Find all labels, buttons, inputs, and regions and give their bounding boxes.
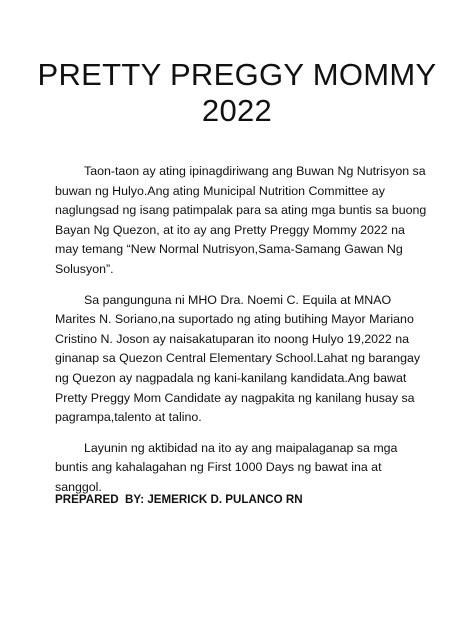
title-line-2: 2022 [201, 93, 273, 128]
document-title [0, 57, 474, 129]
document-body [55, 162, 427, 509]
paragraph-1: Taon-taon ay ating ipinagdiriwang ang Buwan Ng Nutrisyon sa buwan ng Hulyo.Ang ating Municipal Nutrition Committee ay naglungsad ng isang patimpalak para sa ating mga buntis sa buong Bayan Ng Quezon, at ito ay ang Pretty Preggy Mommy 2022 na may temang “New Normal Nutrisyon,Sama-Samang Gawan Ng Solusyon”. [55, 164, 427, 276]
paragraph-3: Layunin ng aktibidad na ito ay ang maipalaganap sa mga buntis ang kahalagahan ng First 1000 Days ng bawat ina at sanggol. [55, 440, 398, 494]
title-line-1: PRETTY PREGGY MOMMY [37, 57, 437, 92]
paragraph-2: Sa pangunguna ni MHO Dra. Noemi C. Equila at MNAO Marites N. Soriano,na suportado ng ating butihing Mayor Mariano Cristino N. Joson ay naisakatuparan ito noong Hulyo 19,2022 na ginanap sa Quezon Central Elementary School.Lahat ng barangay ng Quezon ay nagpadala ng kani-kanilang kandidata.Ang bawat Pretty Preggy Mom Candidate ay nagpakita ng kanilang husay sa pagrampa,talento at talino. [55, 292, 421, 425]
prepared-by: PREPARED BY: JEMERICK D. PULANCO RN [55, 493, 303, 506]
